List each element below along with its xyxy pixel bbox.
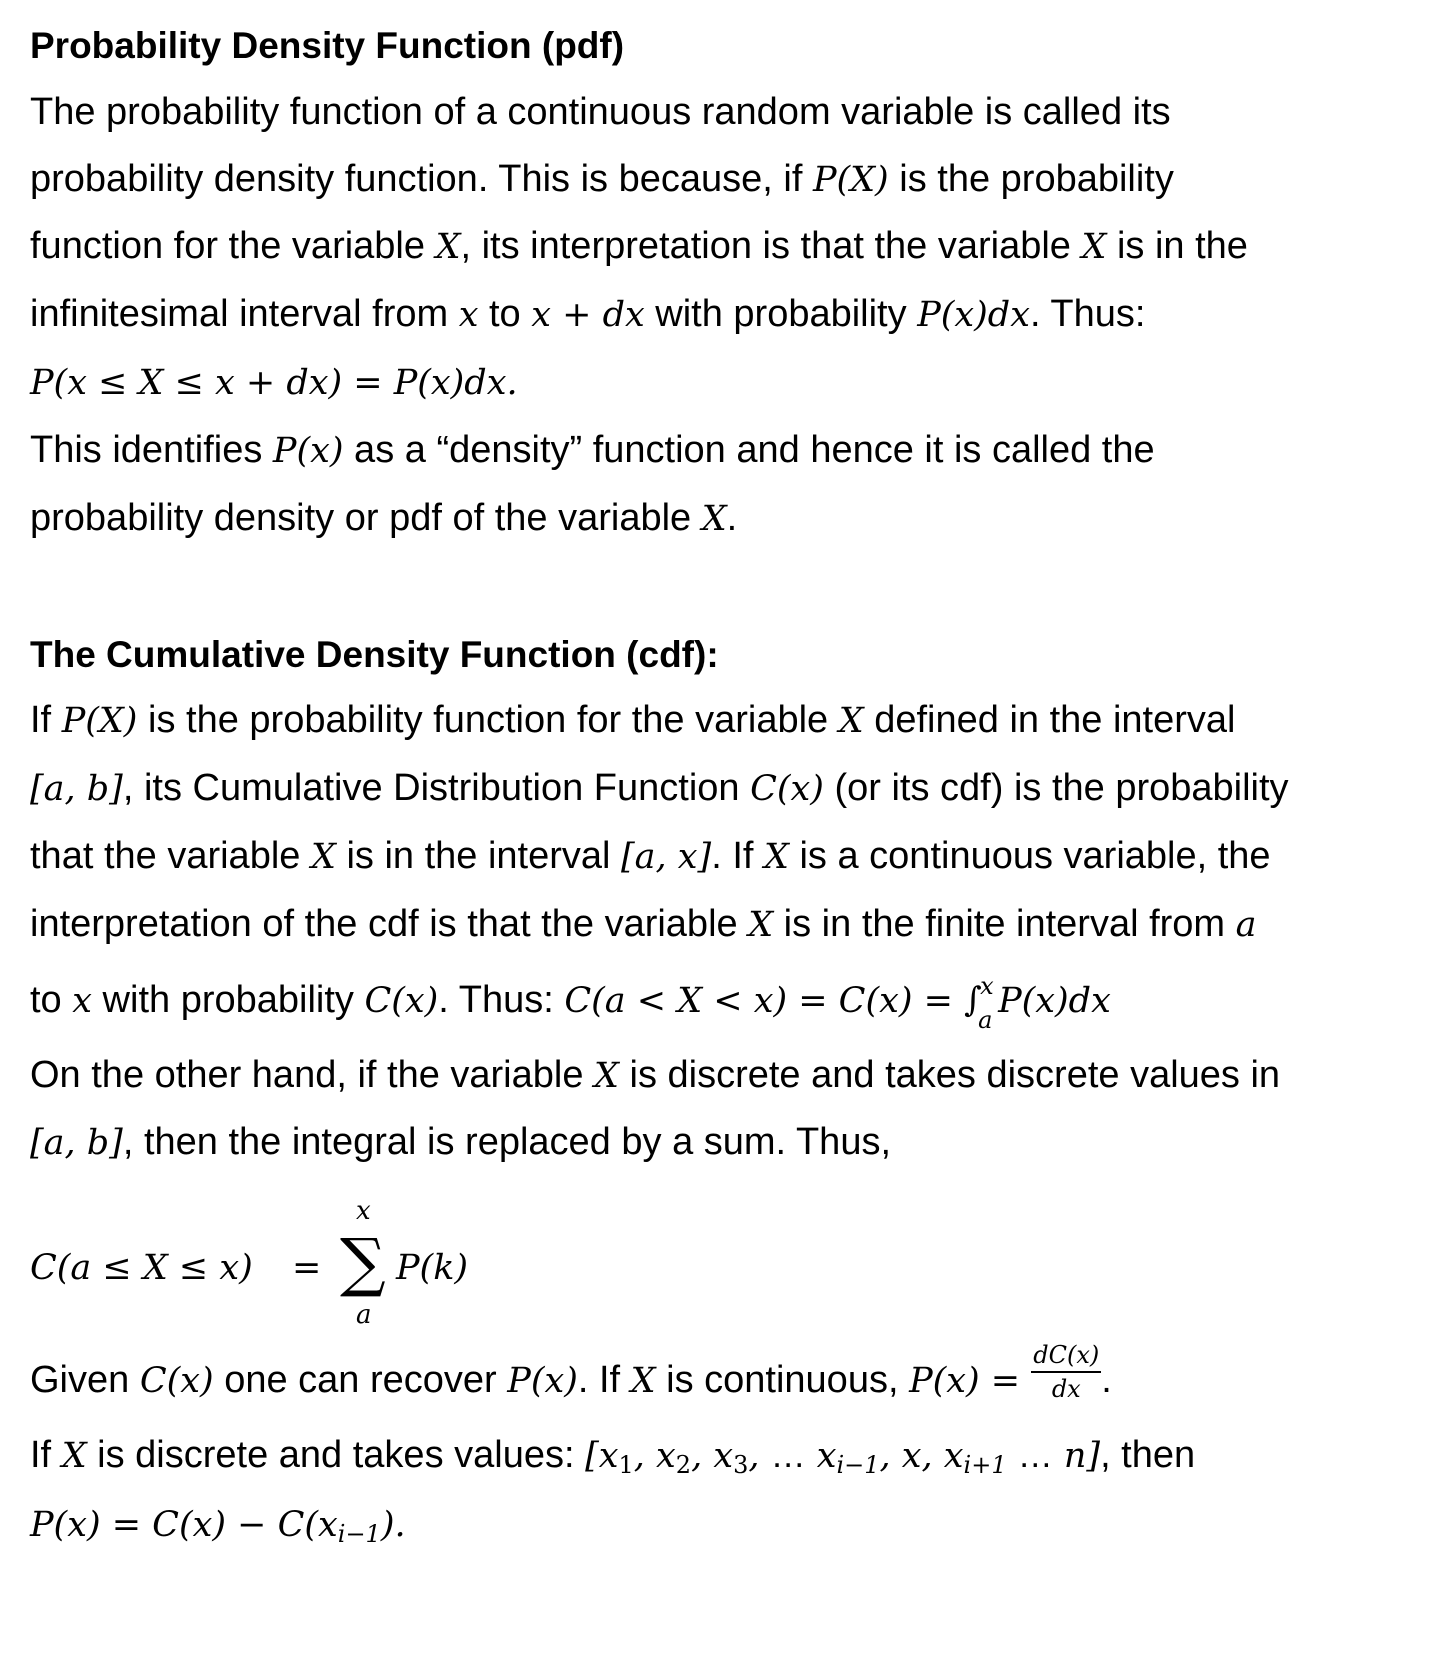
integral-lower-limit: a [978,1005,993,1034]
math-inline: P(x)dx [917,295,1030,335]
pdf-paragraph-line-1: The probability function of a continuous random variable is called its [30,91,1171,133]
cdf-paragraph-line-7: [a, b], then the integral is replaced by a sum. Thus, [30,1121,892,1163]
math-inline: a [1235,905,1257,945]
cdf-heading: The Cumulative Density Function (cdf): [30,634,719,675]
math-inline: P(x)dx [998,981,1111,1021]
math-inline: P(x) = [909,1361,1032,1402]
math-display: $P(x) = C(x) - C(x_{i-1})$. [30,1505,406,1548]
math-inline: C(x) [139,1361,214,1402]
cdf-paragraph-line-9: If X is discrete and takes values: [$x_1$, $x_2$, $x_3$, … $x_{i-1}$, x, $x_{i+1}$ … n], then [30,1434,1196,1479]
equals-sign: = [292,1248,322,1288]
math-inline: P(X) [812,160,889,200]
sigma-icon: ∑ [340,1226,386,1300]
math-inline: X [310,837,336,877]
value-list: [$x_1$, $x_2$, $x_3$, … $x_{i-1}$, x, $x_{i+1}$ … n] [585,1436,1101,1479]
summation-term: P(k) [396,1248,469,1288]
math-inline: X [701,499,727,539]
pdf-paragraph-line-4: infinitesimal interval from x to x + dx with probability P(x)dx. Thus: [30,293,1146,335]
cdf-paragraph-line-1: If P(X) is the probability function for the variable X defined in the interval [30,699,1236,741]
math-inline: x [458,295,479,335]
cdf-paragraph-line-6: On the other hand, if the variable X is discrete and takes discrete values in [30,1054,1281,1096]
pdf-paragraph-line-7: probability density or pdf of the variable X. [30,497,738,539]
math-inline: X [1081,227,1107,267]
derivative-fraction [1031,1340,1101,1404]
pdf-equation [30,360,518,405]
math-inline: x [72,981,92,1021]
math-inline: X [838,701,864,741]
cdf-paragraph-line-5: to x with probability C(x). Thus: C(a < X < x) = C(x) = ∫ x a P(x)dx [30,978,1111,1024]
math-inline: X [764,837,789,877]
math-inline: X [630,1361,656,1402]
cdf-paragraph-line-4: interpretation of the cdf is that the variable X is in the finite interval from a [30,903,1257,945]
pdf-paragraph-line-6: This identifies P(x) as a “density” function and hence it is called the [30,429,1155,471]
fraction-denominator: dx [1051,1375,1081,1403]
pdf-paragraph-line-2: probability density function. This is because, if P(X) is the probability [30,158,1174,200]
pdf-paragraph-line-3: function for the variable X, its interpretation is that the variable X is in the [30,225,1248,267]
summation-lhs: C(a ≤ X ≤ x) [30,1248,253,1288]
cdf-paragraph-line-8: Given C(x) one can recover P(x). If X is continuous, P(x) = $\frac{dC(x)}{dx}$ . [30,1341,1112,1403]
math-inline: [a, b] [30,1123,123,1163]
math-inline: X [435,227,461,267]
math-inline: C(a < X < x) = C(x) = [564,981,965,1021]
math-inline: P(X) [61,701,138,741]
cdf-paragraph-line-3: that the variable X is in the interval [a, x]. If X is a continuous variable, the [30,835,1271,877]
math-inline: X [748,905,774,945]
fraction-numerator: dC(x) [1033,1341,1100,1369]
summation-upper-limit: x [356,1196,371,1226]
integral-sign: ∫ x a [964,980,998,1024]
cdf-final-equation [30,1502,406,1556]
summation-lower-limit: a [356,1300,372,1330]
fraction-bar [1031,1371,1101,1373]
summation-equation [30,1196,730,1330]
integral-upper-limit: x [980,971,994,1000]
pdf-heading: Probability Density Function (pdf) [30,25,625,66]
math-inline: X [61,1436,87,1476]
cdf-paragraph-line-2: [a, b], its Cumulative Distribution Function C(x) (or its cdf) is the probability [30,767,1289,809]
math-inline: C(x) [364,981,439,1021]
math-inline: P(x) [507,1361,578,1402]
math-inline: C(x) [750,769,824,809]
math-inline: P(x) [272,431,344,471]
math-inline: x + dx [531,295,645,335]
math-inline: X [594,1056,619,1096]
math-display: P(x ≤ X ≤ x + dx) = P(x)dx. [30,363,518,403]
math-inline: [a, x] [621,837,712,877]
math-inline: [a, b] [30,769,123,809]
